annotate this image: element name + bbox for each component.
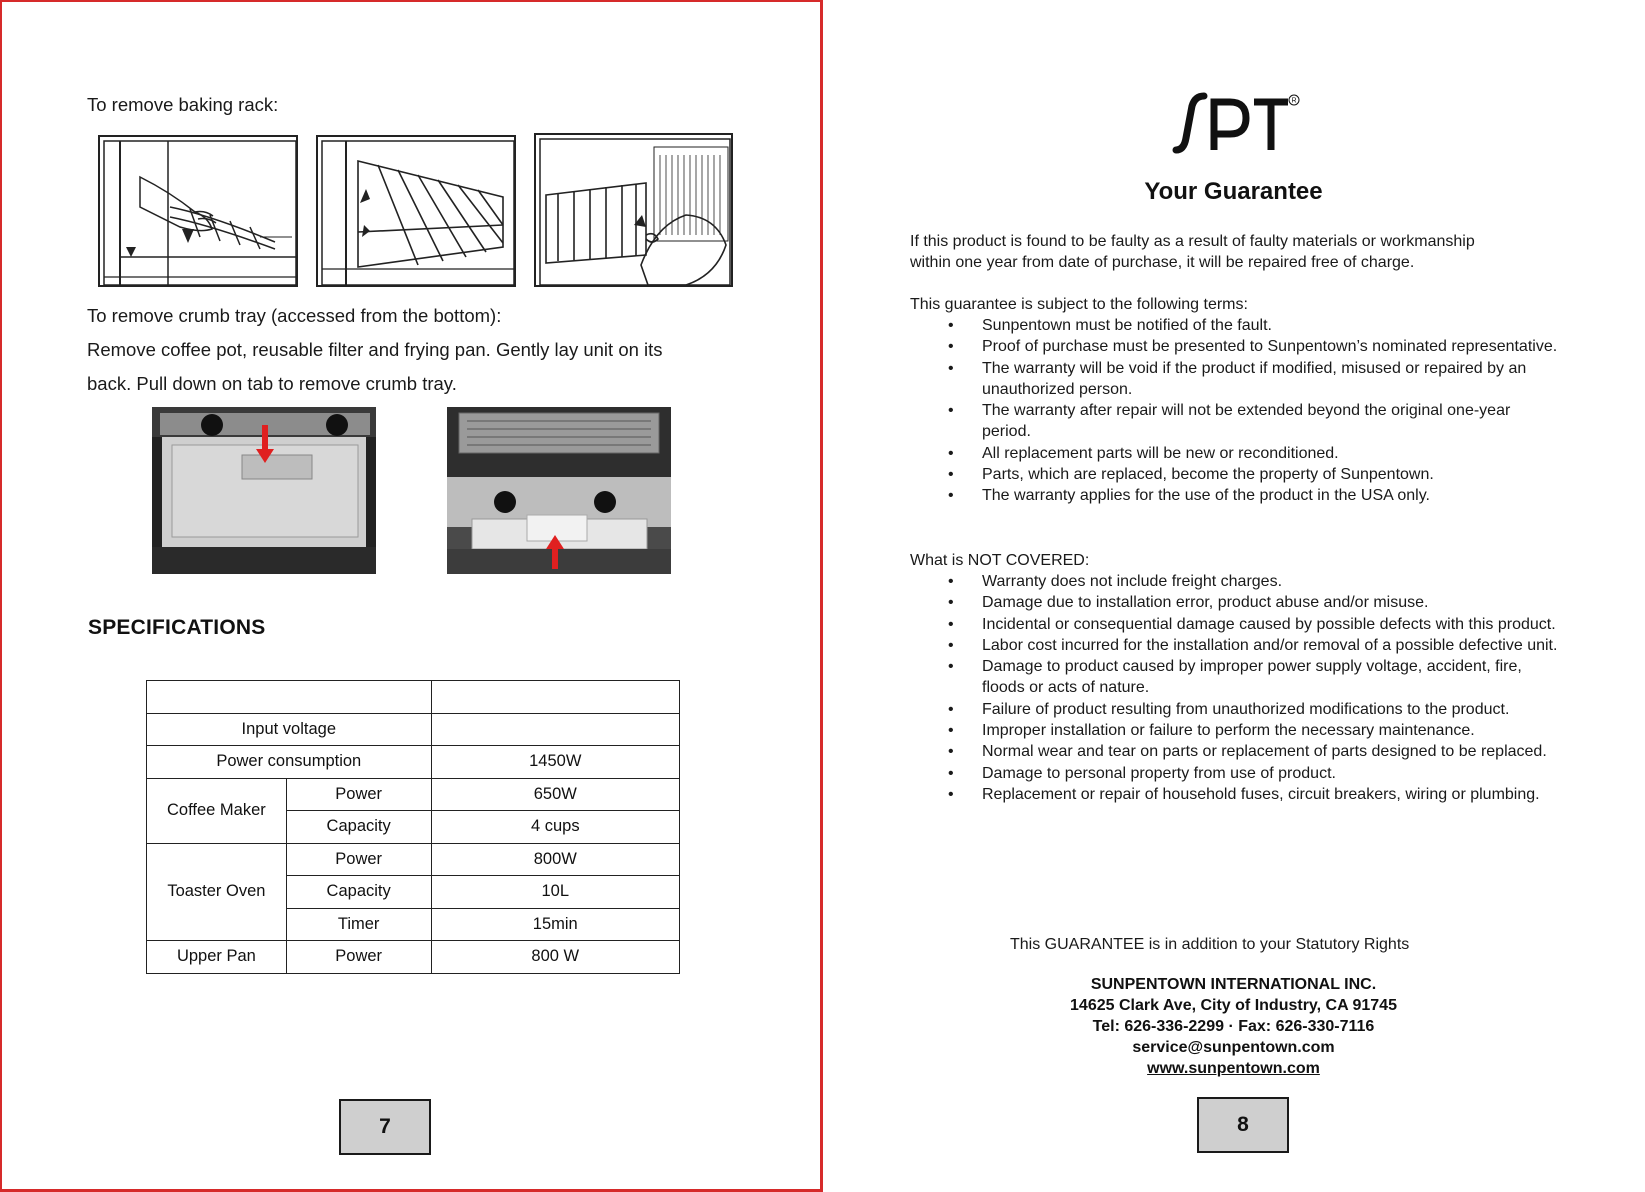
coffee-maker-label: Coffee Maker xyxy=(147,778,287,843)
toaster-power-label: Power xyxy=(286,843,431,876)
statutory-rights-text: This GUARANTEE is in addition to your Statutory Rights xyxy=(1010,936,1410,953)
list-item: • Sunpentown must be notified of the fault. xyxy=(910,315,1562,336)
coffee-capacity-label: Capacity xyxy=(286,811,431,844)
svg-text:R: R xyxy=(1291,97,1297,105)
page-number-right: 8 xyxy=(1197,1097,1289,1153)
guarantee-title: Your Guarantee xyxy=(1144,178,1323,205)
toaster-timer-label: Timer xyxy=(286,908,431,941)
list-item: • Warranty does not include freight charges. xyxy=(910,571,1562,592)
list-item: • The warranty applies for the use of the product in the USA only. xyxy=(910,485,1562,506)
list-item: • Damage to product caused by improper power supply voltage, accident, fire, floods or acts of nature. xyxy=(910,656,1562,699)
list-item: • Damage to personal property from use of product. xyxy=(910,763,1562,784)
list-item: • Failure of product resulting from unauthorized modifications to the product. xyxy=(910,699,1562,720)
toaster-capacity-label: Capacity xyxy=(286,876,431,909)
coffee-power-value: 650W xyxy=(431,778,679,811)
upper-pan-power-value: 800 W xyxy=(431,941,679,974)
not-covered-list xyxy=(910,571,1562,805)
toaster-timer-value: 15min xyxy=(431,908,679,941)
spt-logo xyxy=(1170,92,1300,156)
input-voltage-label: Input voltage xyxy=(147,713,432,746)
list-item: • Replacement or repair of household fuses, circuit breakers, wiring or plumbing. xyxy=(910,784,1562,805)
baking-rack-heading: To remove baking rack: xyxy=(87,94,279,115)
company-name: SUNPENTOWN INTERNATIONAL INC. xyxy=(1090,976,1377,993)
power-consumption-value: 1450W xyxy=(431,746,679,779)
not-covered-heading: What is NOT COVERED: xyxy=(910,552,1090,569)
page-number-left: 7 xyxy=(339,1099,431,1155)
company-website-link[interactable]: www.sunpentown.com xyxy=(1147,1060,1320,1077)
toaster-power-value: 800W xyxy=(431,843,679,876)
company-email[interactable]: service@sunpentown.com xyxy=(1132,1039,1335,1056)
list-item: • Incidental or consequential damage caused by possible defects with this product. xyxy=(910,614,1562,635)
crumb-tray-instruction-line2: back. Pull down on tab to remove crumb tray. xyxy=(87,373,457,394)
list-item: • Parts, which are replaced, become the property of Sunpentown. xyxy=(910,464,1562,485)
company-address: 14625 Clark Ave, City of Industry, CA 91745 xyxy=(1070,997,1397,1014)
company-phone: Tel: 626-336-2299 · Fax: 626-330-7116 xyxy=(1092,1018,1375,1035)
list-item: • The warranty will be void if the product if modified, misused or repaired by an unauthorized person. xyxy=(910,358,1562,401)
list-item: • Normal wear and tear on parts or replacement of parts designed to be replaced. xyxy=(910,741,1562,762)
crumb-tray-instruction-line1: Remove coffee pot, reusable filter and frying pan. Gently lay unit on its xyxy=(87,339,663,360)
upper-pan-label: Upper Pan xyxy=(147,941,287,974)
toaster-capacity-value: 10L xyxy=(431,876,679,909)
list-item: • All replacement parts will be new or reconditioned. xyxy=(910,443,1562,464)
intro-line2: within one year from date of purchase, it will be repaired free of charge. xyxy=(910,254,1415,271)
list-item: • Damage due to installation error, product abuse and/or misuse. xyxy=(910,592,1562,613)
list-item: • Improper installation or failure to perform the necessary maintenance. xyxy=(910,720,1562,741)
terms-list xyxy=(910,315,1562,507)
crumb-tray-heading: To remove crumb tray (accessed from the bottom): xyxy=(87,305,502,326)
intro-line1: If this product is found to be faulty as a result of faulty materials or workmanship xyxy=(910,233,1475,250)
specifications-title: SPECIFICATIONS xyxy=(88,616,266,639)
list-item: • Proof of purchase must be presented to Sunpentown’s nominated representative. xyxy=(910,336,1562,357)
coffee-power-label: Power xyxy=(286,778,431,811)
terms-heading: This guarantee is subject to the following terms: xyxy=(910,296,1248,313)
toaster-oven-label: Toaster Oven xyxy=(147,843,287,941)
list-item: • Labor cost incurred for the installation and/or removal of a possible defective unit. xyxy=(910,635,1562,656)
power-consumption-label: Power consumption xyxy=(147,746,432,779)
list-item: • The warranty after repair will not be extended beyond the original one-year period. xyxy=(910,400,1562,443)
coffee-capacity-value: 4 cups xyxy=(431,811,679,844)
upper-pan-power-label: Power xyxy=(286,941,431,974)
company-info xyxy=(822,974,1645,1079)
